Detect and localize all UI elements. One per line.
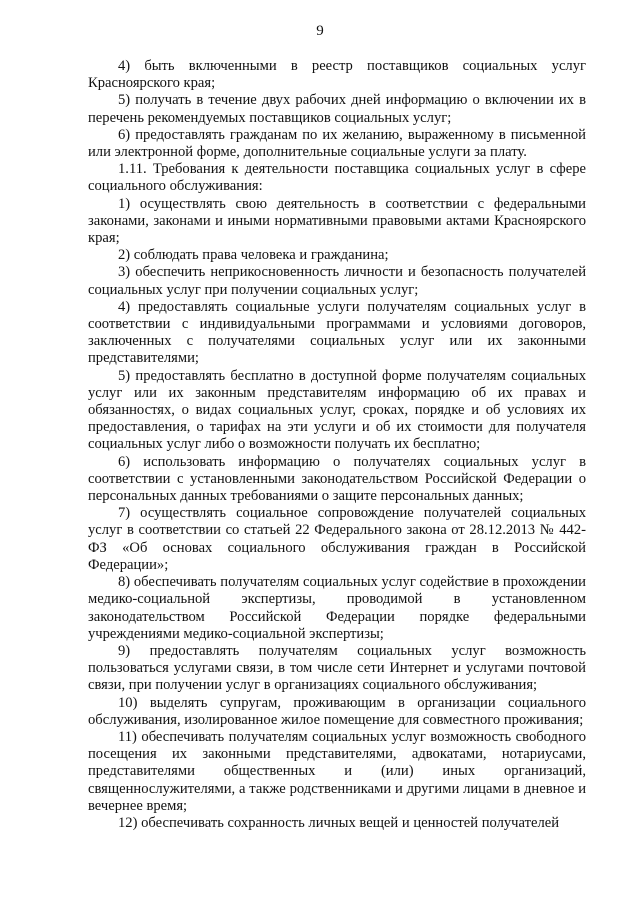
document-body [88,58,586,832]
requirement-item-7: 7) осуществлять социальное сопровождение получателей социальных услуг в соответствии со статьей 22 Федерального закона от 28.12.2013 № 442-ФЗ «Об основах социального обслуживания граждан в Российской Федерации»; [88,505,586,573]
paragraph-item-4-registry: 4) быть включенными в реестр поставщиков социальных услуг Красноярского края; [88,58,586,92]
requirement-item-1: 1) осуществлять свою деятельность в соответствии с федеральными законами, законами и иными нормативными правовыми актами Красноярского края; [88,195,586,247]
requirement-item-12: 12) обеспечивать сохранность личных вещей и ценностей получателей [118,814,560,831]
requirement-item-8: 8) обеспечивать получателям социальных услуг содействие в прохождении медико-социальной экспертизы, проводимой в установленном законодательством Российской Федерации порядке федеральными учреждениями медико-социальной экспертизы; [88,574,586,642]
paragraph-item-5-information: 5) получать в течение двух рабочих дней информацию о включении их в перечень рекомендуемых поставщиков социальных услуг; [88,92,586,126]
requirement-item-2: 2) соблюдать права человека и гражданина; [118,247,389,264]
requirement-item-3: 3) обеспечить неприкосновенность личности и безопасность получателей социальных услуг при получении социальных услуг; [88,264,586,298]
requirement-item-4: 4) предоставлять социальные услуги получателям социальных услуг в соответствии с индивидуальными программами и условиями договоров, заключенных с получателями социальных услуг или их законными представителями; [88,298,586,367]
paragraph-item-6-additional-services: 6) предоставлять гражданам по их желанию, выраженному в письменной или электронной форме, дополнительные социальные услуги за плату. [88,126,586,161]
page-number: 9 [316,23,324,39]
requirement-item-9: 9) предоставлять получателям социальных услуг возможность пользоваться услугами связи, в том числе сети Интернет и услугами почтовой связи, при получении услуг в организациях социального обслуживания; [88,642,586,694]
requirement-item-11: 11) обеспечивать получателям социальных услуг возможность свободного посещения их законными представителями, адвокатами, нотариусами, представителями общественных и (или) иных организаций, священнослужителями, а также родственниками и другими лицами в дневное и вечернее время; [88,728,586,814]
requirement-item-5: 5) предоставлять бесплатно в доступной форме получателям социальных услуг или их законным представителям информацию об их правах и обязанностях, о видах социальных услуг, сроках, порядке и об условиях их предоставления, о тарифах на эти услуги и об их стоимости для получателя социальных услуг либо о возможности получать их бесплатно; [88,367,586,453]
requirement-item-10: 10) выделять супругам, проживающим в организации социального обслуживания, изолированное жилое помещение для совместного проживания; [88,694,586,728]
section-heading-1-11: 1.11. Требования к деятельности поставщика социальных услуг в сфере социального обслуживания: [88,161,586,195]
requirement-item-6: 6) использовать информацию о получателях социальных услуг в соответствии с установленными законодательством Российской Федерации о персональных данных требованиями о защите персональных данных; [88,453,586,505]
